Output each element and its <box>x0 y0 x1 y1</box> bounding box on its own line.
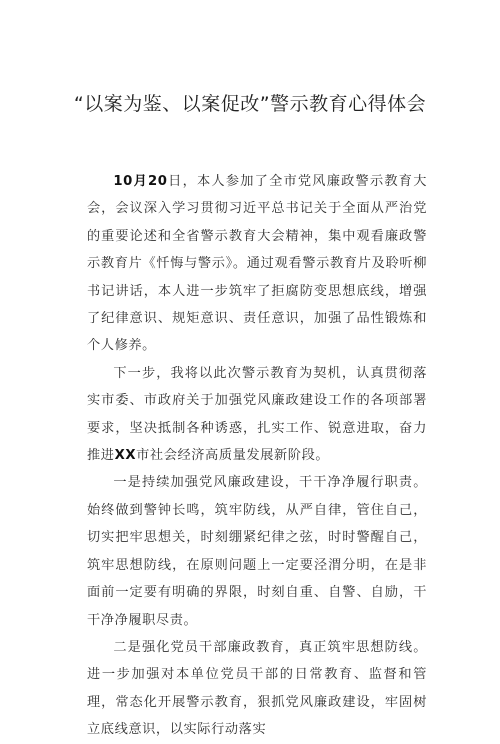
paragraph-2 <box>87 360 427 470</box>
paragraph-1-text: 日，本人参加了全市党风廉政警示教育大会，会议深入学习贯彻习近平总书记关于全面从严治党的重要论述和全省警示教育大会精神，集中观看廉政警示教育片《忏悔与警示》。通过观看警示教育片及聆听柳书记讲话，本人进一步筑牢了拒腐防变思想底线，增强了纪律意识、规矩意识、责任意识，加强了品性锻炼和个人修养。 <box>87 174 427 354</box>
document-body <box>87 168 427 744</box>
paragraph-3: 一是持续加强党风廉政建设，干干净净履行职责。始终做到警钟长鸣，筑牢防线，从严自律，管住自己，切实把牢思想关，时刻绷紧纪律之弦，时时警醒自己，筑牢思想防线，在原则问题上一定要泾渭分明，在是非面前一定要有明确的界限，时刻自重、自警、自励，干干净净履职尽责。 <box>87 475 427 628</box>
document-title: “以案为鉴、以案促改”警示教育心得体会 <box>73 93 427 115</box>
paragraph-4: 二是强化党员干部廉政教育，真正筑牢思想防线。进一步加强对本单位党员干部的日常教育、监督和管理，常态化开展警示教育，狠抓党风廉政建设，牢固树立底线意识，以实际行动落实 <box>87 639 427 738</box>
paragraph-2-text-before: 下一步，我将以此次警示教育为契机，认真贯彻落实市委、市政府关于加强党风廉政建设工作的各项部署要求，坚决抵制各种诱惑，扎实工作、锐意进取，奋力推进 <box>87 365 427 464</box>
paragraph-1 <box>87 168 427 360</box>
meeting-date-bold: 10月20 <box>113 174 168 189</box>
paragraph-2-text-after: 市社会经济高质量发展新阶段。 <box>136 448 330 464</box>
city-placeholder-bold: XX <box>114 448 137 464</box>
